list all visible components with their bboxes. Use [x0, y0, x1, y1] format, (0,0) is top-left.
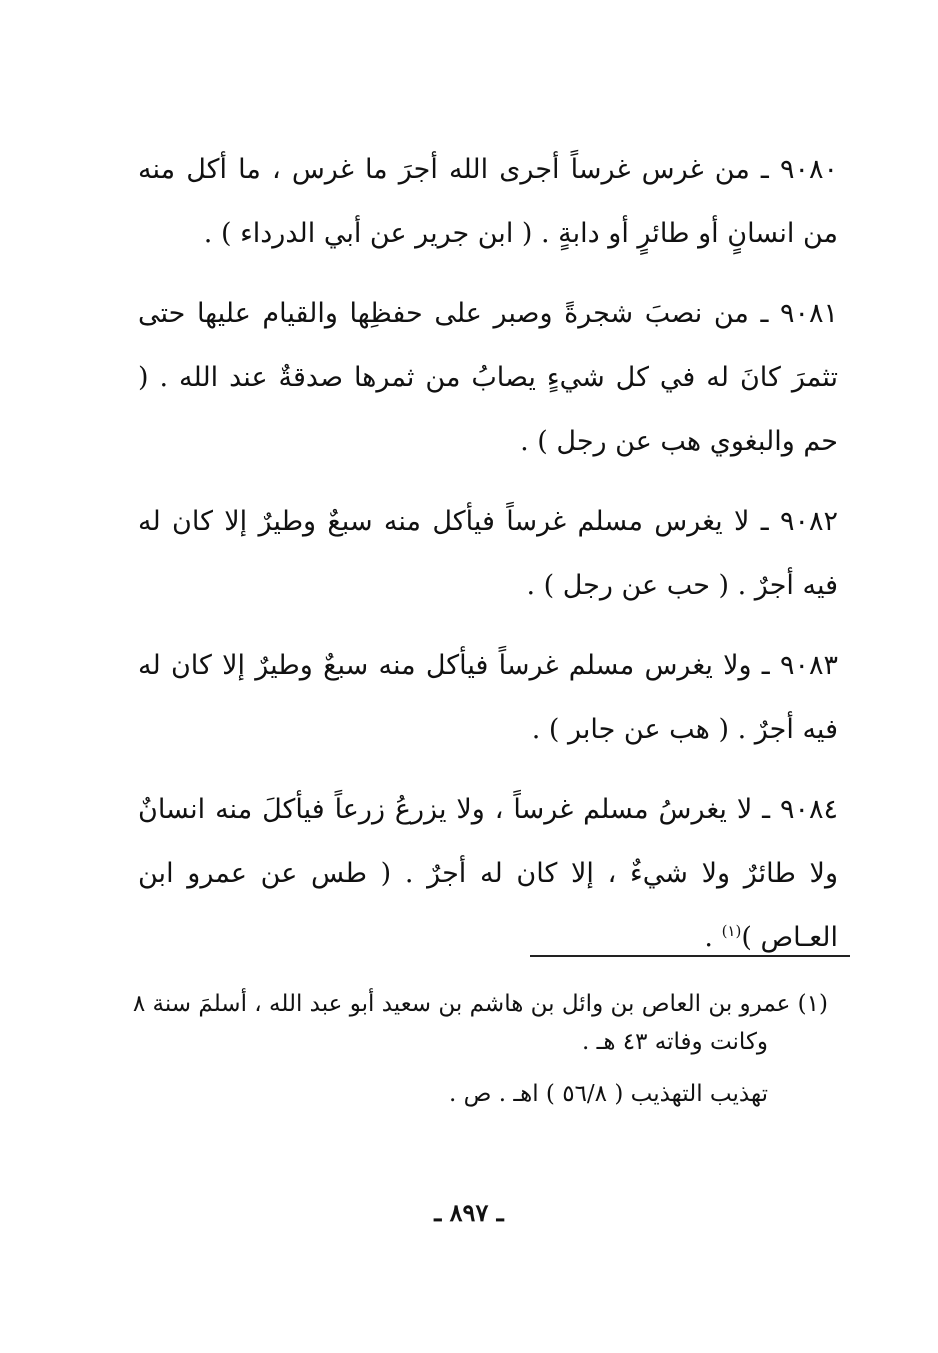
hadith-number: ٩٠٨٤: [779, 794, 838, 825]
hadith-9080: [138, 138, 838, 266]
footnote-line: (١) عمرو بن العاص بن وائل بن هاشم بن سعيد أبو عبد الله ، أسلمَ سنة ٨: [132, 991, 828, 1017]
footnotes: [132, 985, 828, 1113]
hadith-9082: [138, 490, 838, 618]
page-number: ـ ٨٩٧ ـ: [434, 1198, 504, 1227]
hadith-text: ـ من غرس غرساً أجرى الله أجرَ ما غرس ، ما أكل منه من انسانٍ أو طائرٍ أو دابةٍ . ( ابن جرير عن أبي الدرداء ) .: [138, 154, 838, 249]
hadith-text: ـ من نصبَ شجرةً وصبر على حفظِها والقيام عليها حتى تثمرَ كانَ له في كل شيءٍ يصابُ من ثمرها صدقةٌ عند الله . ( حم والبغوي هب عن رجل ) .: [138, 298, 838, 457]
footnote-line: وكانت وفاته ٤٣ هـ .: [581, 1029, 768, 1055]
hadith-text: ـ لا يغرسُ مسلم غرساً ، ولا يزرعُ زرعاً فيأكلَ منه انسانٌ ولا طائرٌ ولا شيءٌ ، إلا كان له أجرٌ . ( طس عن عمرو ابن العـاص ): [138, 794, 838, 953]
hadith-9081: [138, 282, 838, 474]
footnote-divider: [530, 955, 850, 957]
hadith-end: .: [704, 922, 722, 953]
hadith-number: ٩٠٨٣: [779, 650, 838, 681]
hadith-text: ـ ولا يغرس مسلم غرساً فيأكل منه سبعٌ وطيرٌ إلا كان له فيه أجرٌ . ( هب عن جابر ) .: [138, 650, 838, 745]
hadith-9083: [138, 634, 838, 762]
hadith-text: ـ لا يغرس مسلم غرساً فيأكل منه سبعٌ وطيرٌ إلا كان له فيه أجرٌ . ( حب عن رجل ) .: [138, 506, 838, 601]
hadith-number: ٩٠٨١: [779, 298, 838, 329]
footnote-source: تهذيب التهذيب ( ٥٦/٨ ) اهـ . ص .: [449, 1081, 768, 1107]
hadith-9084: [138, 778, 838, 970]
footnote-marker: (١): [721, 922, 742, 940]
hadith-number: ٩٠٨٠: [779, 154, 838, 185]
hadith-list: [138, 138, 838, 986]
hadith-number: ٩٠٨٢: [779, 506, 838, 537]
